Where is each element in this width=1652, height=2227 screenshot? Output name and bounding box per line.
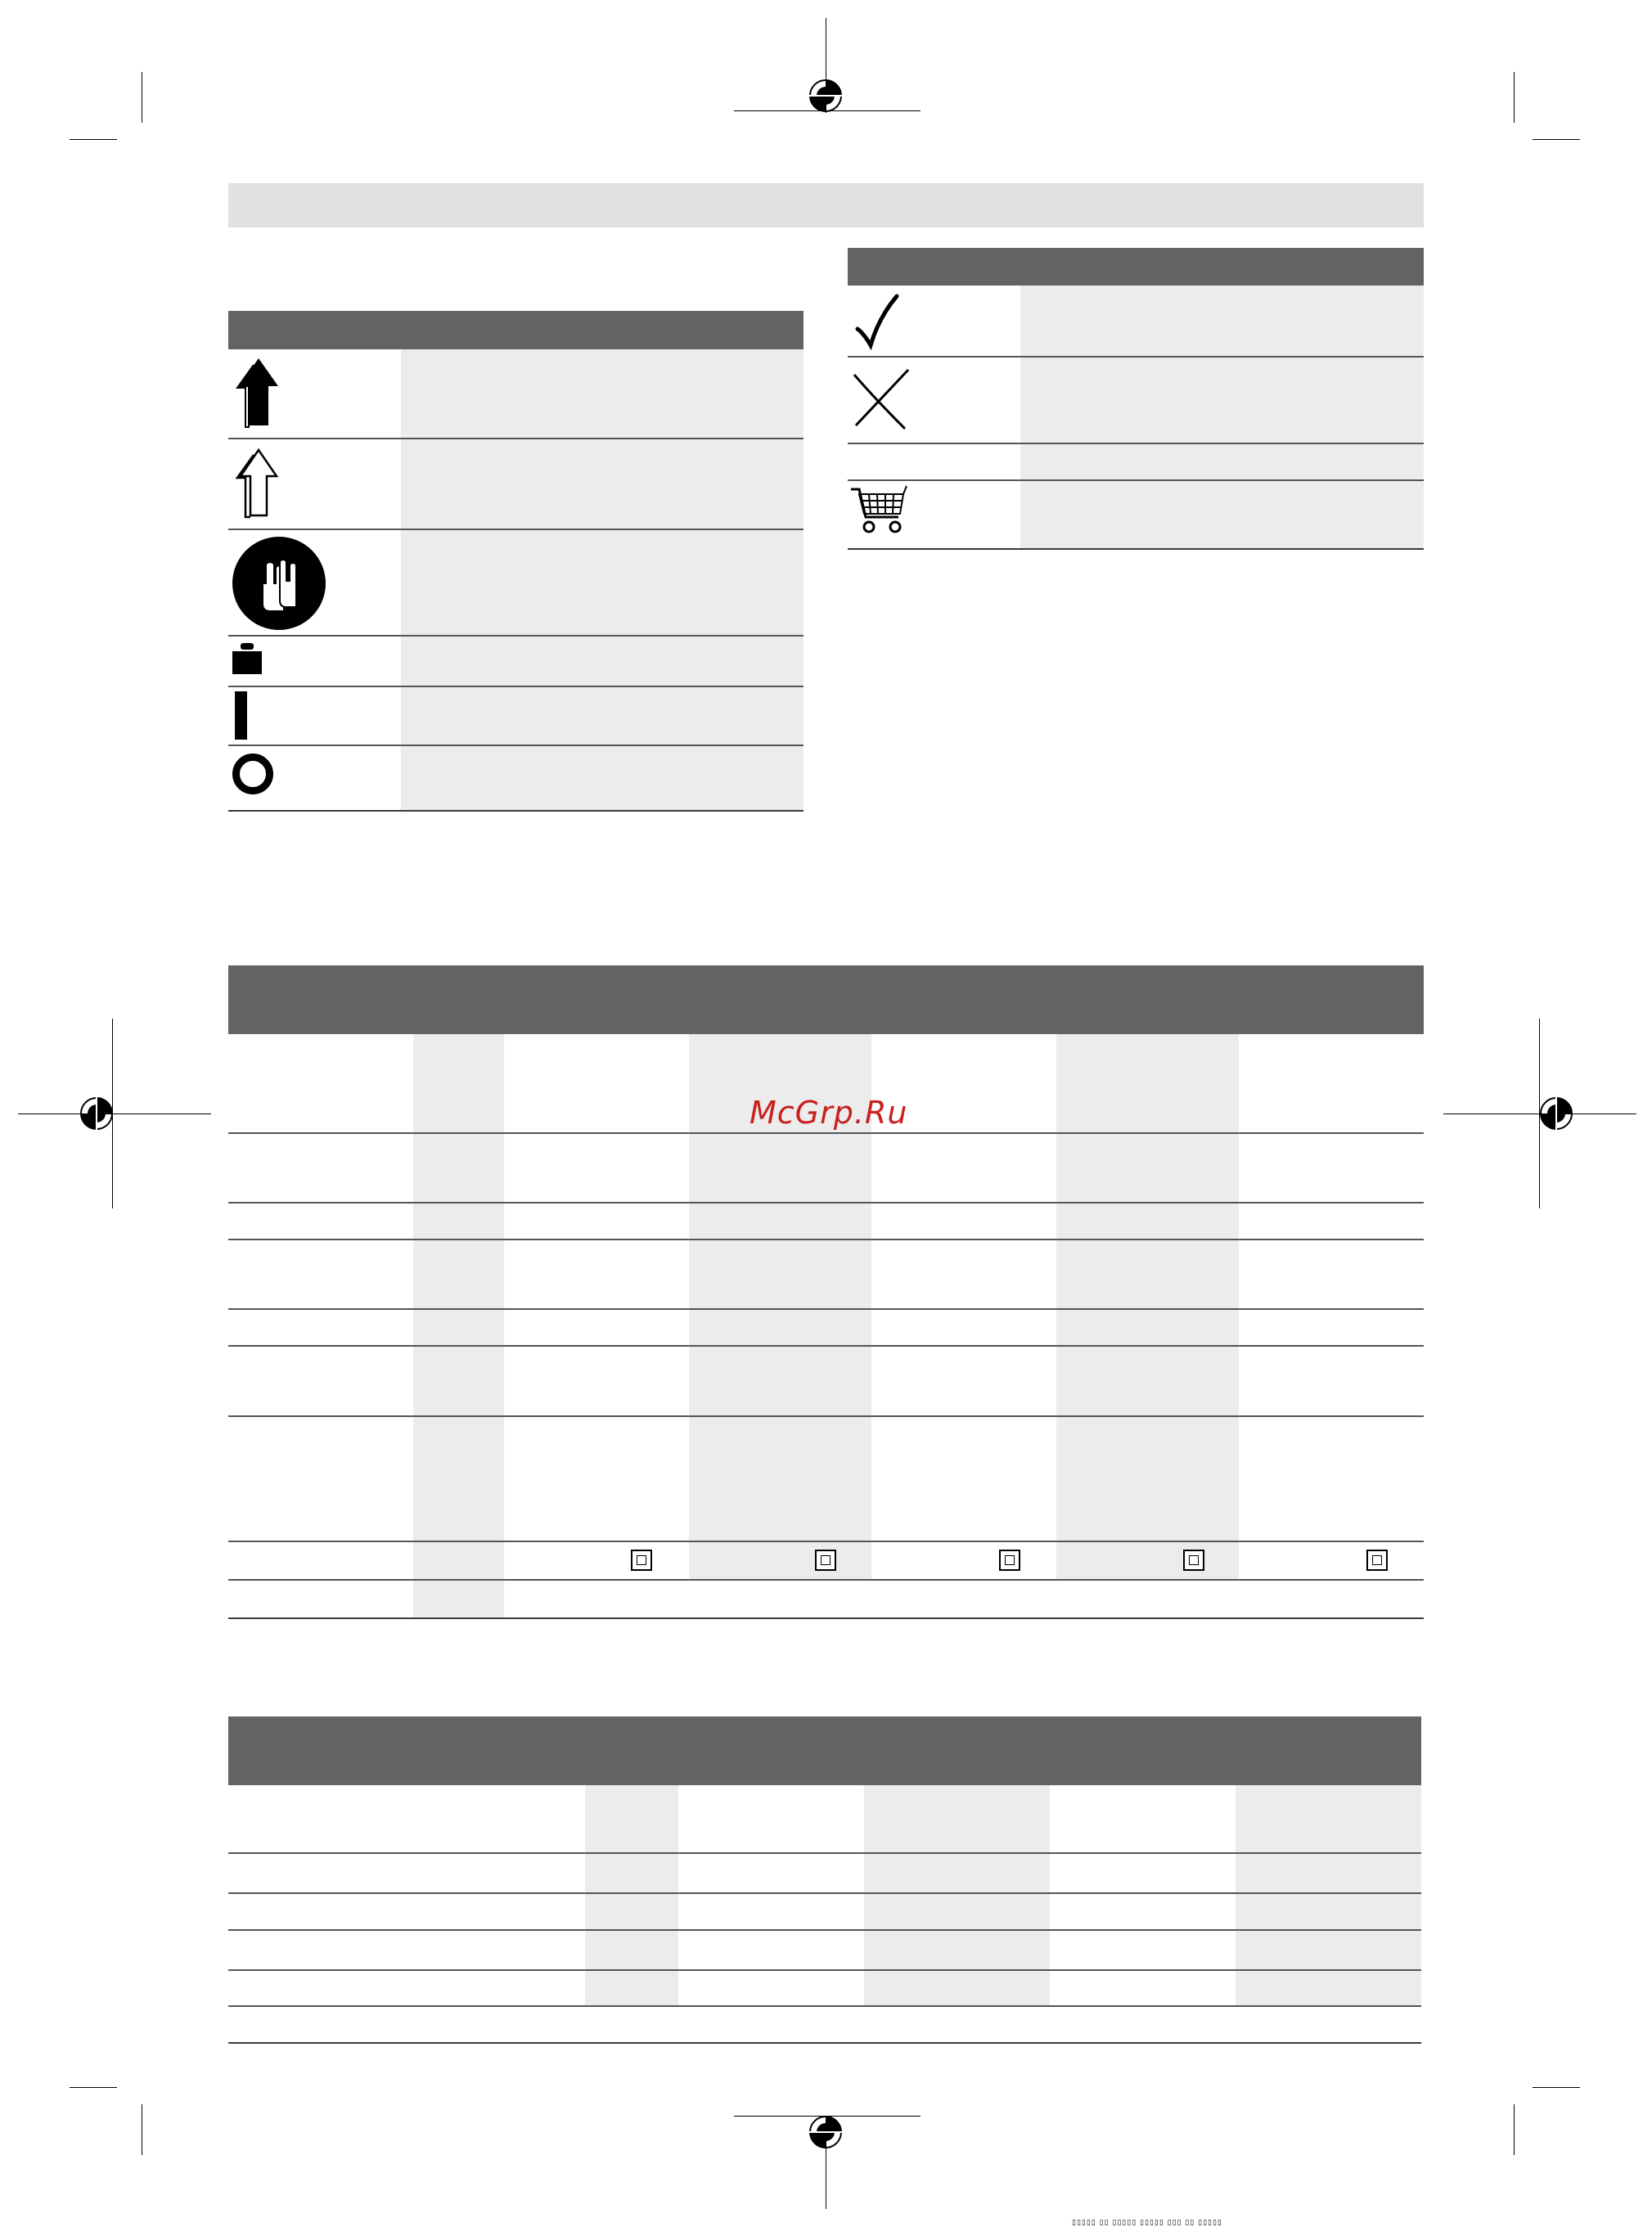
checkmark-icon xyxy=(854,293,900,350)
protection-class-icon xyxy=(1366,1550,1388,1571)
row-divider xyxy=(228,1929,1421,1931)
protection-class-icon xyxy=(815,1550,836,1571)
description-column xyxy=(1020,286,1424,549)
row-divider xyxy=(228,2005,1421,2007)
description-column xyxy=(401,349,803,812)
row-divider xyxy=(228,686,803,687)
table-header xyxy=(228,965,1424,1034)
data-column-shaded xyxy=(1056,1034,1239,1579)
unit-column xyxy=(413,1034,504,1618)
protection-class-icon xyxy=(1183,1550,1204,1571)
row-divider xyxy=(228,1617,1424,1619)
row-divider xyxy=(228,1202,1424,1203)
row-divider xyxy=(228,1345,1424,1347)
up-arrow-filled-icon xyxy=(232,357,281,430)
row-divider xyxy=(228,810,803,812)
row-divider xyxy=(228,1308,1424,1310)
table-header xyxy=(228,1716,1421,1785)
registration-mark-icon xyxy=(79,1096,115,1131)
protection-class-icon xyxy=(631,1550,652,1571)
row-divider xyxy=(228,1415,1424,1417)
protective-gloves-icon xyxy=(231,535,327,632)
cross-icon xyxy=(851,367,913,432)
row-divider xyxy=(228,1541,1424,1542)
crop-mark xyxy=(1514,2104,1515,2155)
registration-mark-icon xyxy=(1538,1096,1574,1131)
row-divider xyxy=(848,479,1424,481)
row-divider xyxy=(228,1239,1424,1240)
crop-mark xyxy=(1533,139,1580,140)
crop-mark xyxy=(70,139,117,140)
registration-mark-icon xyxy=(808,2114,844,2150)
row-divider xyxy=(228,635,803,637)
crop-mark xyxy=(1514,72,1515,123)
data-column-shaded xyxy=(864,1785,1050,2006)
data-column-shaded xyxy=(1236,1785,1421,2006)
footer-text: ▯▯▯▯▯ ▯▯ ▯▯▯▯▯ ▯▯▯▯▯ ▯▯▯ ▯▯ ▯▯▯▯▯ xyxy=(1072,2219,1222,2227)
unit-column xyxy=(585,1785,678,2006)
row-divider xyxy=(228,1579,1424,1581)
row-divider xyxy=(228,438,803,439)
up-arrow-outline-icon xyxy=(232,447,281,520)
ring-marker-icon xyxy=(232,754,273,794)
row-divider xyxy=(228,1892,1421,1894)
registration-mark-icon xyxy=(808,78,844,114)
row-divider xyxy=(228,1852,1421,1854)
row-divider xyxy=(228,529,803,530)
row-divider xyxy=(228,1132,1424,1134)
bar-marker-icon xyxy=(235,691,247,740)
weight-icon xyxy=(232,643,262,676)
page-header-band xyxy=(228,183,1424,227)
row-divider xyxy=(848,356,1424,358)
row-divider xyxy=(848,443,1424,444)
table-header xyxy=(848,248,1424,286)
watermark-text: McGrp.Ru xyxy=(749,1095,908,1131)
row-divider xyxy=(848,548,1424,550)
row-divider xyxy=(228,1969,1421,1971)
crop-mark xyxy=(1533,2087,1580,2088)
row-divider xyxy=(228,745,803,746)
protection-class-icon xyxy=(999,1550,1020,1571)
crop-mark xyxy=(70,2087,117,2088)
row-divider xyxy=(228,2042,1421,2044)
table-header xyxy=(228,311,803,349)
shopping-cart-icon xyxy=(849,484,908,535)
